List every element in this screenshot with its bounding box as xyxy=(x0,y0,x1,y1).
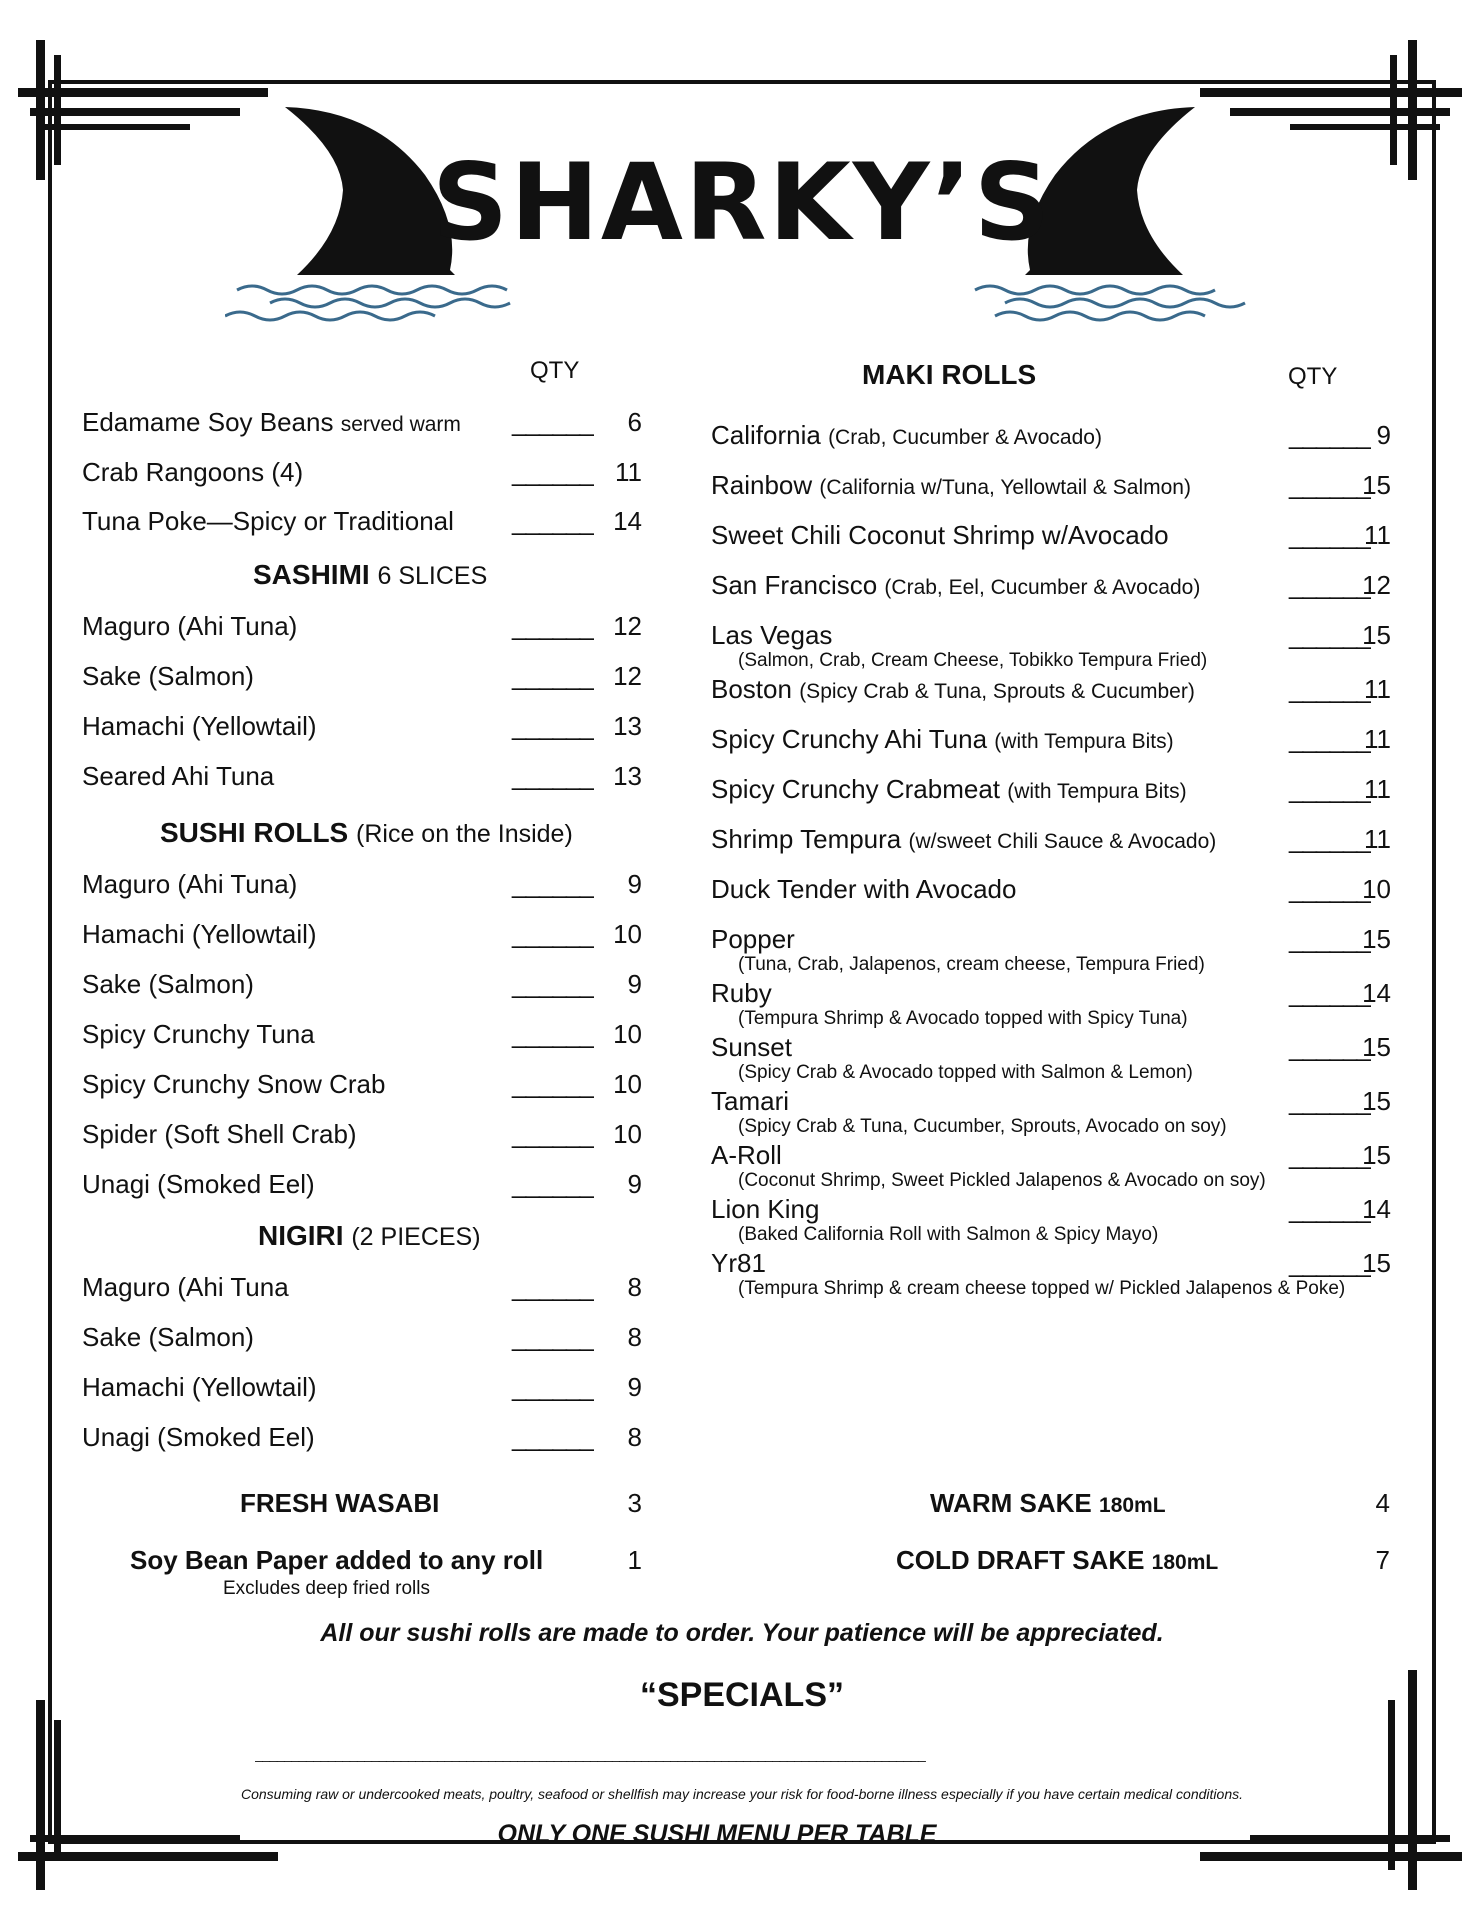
item-price: 10 xyxy=(613,1019,642,1049)
item-description: (Coconut Shrimp, Sweet Pickled Jalapenos & Avocado on soy) xyxy=(738,1170,1266,1191)
item-price: 12 xyxy=(1362,570,1391,600)
item-name: Shrimp Tempura xyxy=(711,824,902,854)
extra-label: FRESH WASABI xyxy=(240,1488,440,1518)
qty-blank[interactable]: ______ xyxy=(1289,1086,1370,1116)
item-price: 12 xyxy=(613,661,642,691)
section-heading-nigiri xyxy=(258,1219,481,1254)
item-price: 15 xyxy=(1362,1086,1391,1116)
qty-blank[interactable]: ______ xyxy=(512,407,593,437)
specials-write-line[interactable]: ____________________________________________________________________________________________ xyxy=(255,1746,926,1762)
item-price: 8 xyxy=(627,1272,642,1302)
item-description: (Salmon, Crab, Cream Cheese, Tobikko Tempura Fried) xyxy=(738,650,1208,671)
qty-blank[interactable]: ______ xyxy=(512,969,593,999)
qty-blank[interactable]: ______ xyxy=(512,1069,593,1099)
item-name: Sweet Chili Coconut Shrimp w/Avocado xyxy=(711,520,1169,550)
item-description: (Tempura Shrimp & cream cheese topped w/ Pickled Jalapenos & Poke) xyxy=(738,1278,1346,1299)
qty-blank[interactable]: ______ xyxy=(512,711,593,741)
specials-heading: “SPECIALS” xyxy=(639,1676,845,1714)
item-name: A-Roll xyxy=(711,1140,782,1170)
qty-blank[interactable]: ______ xyxy=(512,611,593,641)
item-price: 15 xyxy=(1362,620,1391,650)
item-name-wrap xyxy=(711,1194,819,1224)
item-price: 14 xyxy=(613,506,642,536)
item-price: 9 xyxy=(627,969,642,999)
qty-blank[interactable]: ______ xyxy=(1289,1140,1370,1170)
item-name: Hamachi (Yellowtail) xyxy=(82,919,317,949)
item-price: 13 xyxy=(613,711,642,741)
item-name: Tuna Poke—Spicy or Traditional xyxy=(82,506,454,536)
item-name: Maguro (Ahi Tuna) xyxy=(82,611,298,641)
heading-note: 6 SLICES xyxy=(377,562,488,590)
qty-blank[interactable]: ______ xyxy=(1289,824,1370,854)
item-price: 9 xyxy=(1376,420,1391,450)
qty-blank[interactable]: ______ xyxy=(512,1422,593,1452)
qty-blank[interactable]: ______ xyxy=(512,1169,593,1199)
item-price: 15 xyxy=(1362,1032,1391,1062)
item-name: Spider (Soft Shell Crab) xyxy=(82,1119,357,1149)
extra-price: 7 xyxy=(1375,1545,1390,1575)
qty-blank[interactable]: ______ xyxy=(1289,420,1370,450)
item-description: (Tempura Shrimp & Avocado topped with Spicy Tuna) xyxy=(738,1008,1188,1029)
qty-blank[interactable]: ______ xyxy=(512,506,593,536)
item-description: (Baked California Roll with Salmon & Spicy Mayo) xyxy=(738,1224,1159,1245)
item-price: 11 xyxy=(1364,824,1391,854)
item-name: Rainbow xyxy=(711,470,813,500)
heading-note: (2 PIECES) xyxy=(351,1223,481,1251)
qty-blank[interactable]: ______ xyxy=(512,1372,593,1402)
item-price: 13 xyxy=(613,761,642,791)
qty-blank[interactable]: ______ xyxy=(1289,620,1370,650)
item-name: San Francisco xyxy=(711,570,878,600)
item-name: Yr81 xyxy=(711,1248,766,1278)
item-name: Sake (Salmon) xyxy=(82,969,254,999)
item-name: Sake (Salmon) xyxy=(82,1322,254,1352)
item-price: 10 xyxy=(613,1119,642,1149)
heading-note: (Rice on the Inside) xyxy=(356,820,573,848)
item-name-wrap xyxy=(711,1086,789,1116)
item-price: 9 xyxy=(627,1169,642,1199)
qty-blank[interactable]: ______ xyxy=(1289,570,1370,600)
item-price: 11 xyxy=(1364,774,1391,804)
qty-blank[interactable]: ______ xyxy=(512,1119,593,1149)
section-heading-sushi-rolls xyxy=(160,816,573,851)
item-price: 15 xyxy=(1362,1248,1391,1278)
item-name: Lion King xyxy=(711,1194,820,1224)
qty-blank[interactable]: ______ xyxy=(512,1019,593,1049)
item-name: Spicy Crunchy Tuna xyxy=(82,1019,315,1049)
item-price: 15 xyxy=(1362,470,1391,500)
item-name: Spicy Crunchy Snow Crab xyxy=(82,1069,386,1099)
item-price: 9 xyxy=(627,869,642,899)
item-name: Popper xyxy=(711,924,795,954)
item-name-wrap xyxy=(711,674,1195,707)
item-name: Maguro (Ahi Tuna) xyxy=(82,869,298,899)
item-name: Crab Rangoons (4) xyxy=(82,457,304,487)
item-name: California xyxy=(711,420,821,450)
item-name-wrap xyxy=(711,874,1016,904)
item-name: Ruby xyxy=(711,978,772,1008)
item-price: 14 xyxy=(1362,978,1391,1008)
item-name-wrap xyxy=(711,1248,766,1278)
extra-unit: 180mL xyxy=(1099,1494,1166,1517)
qty-blank[interactable]: ______ xyxy=(512,457,593,487)
extra-price: 3 xyxy=(627,1488,642,1518)
item-inline-desc: (w/sweet Chili Sauce & Avocado) xyxy=(908,830,1217,853)
extra-price: 4 xyxy=(1375,1488,1390,1518)
extra-price: 1 xyxy=(627,1545,642,1575)
made-to-order-note: All our sushi rolls are made to order. Your patience will be appreciated. xyxy=(320,1619,1164,1647)
item-price: 15 xyxy=(1362,1140,1391,1170)
item-name: Sunset xyxy=(711,1032,792,1062)
item-name-wrap xyxy=(711,1032,792,1062)
qty-blank[interactable]: ______ xyxy=(512,761,593,791)
qty-blank[interactable]: ______ xyxy=(512,919,593,949)
qty-blank[interactable]: ______ xyxy=(1289,1248,1370,1278)
qty-blank[interactable]: ______ xyxy=(512,869,593,899)
extra-unit: 180mL xyxy=(1151,1551,1219,1574)
item-name: Unagi (Smoked Eel) xyxy=(82,1169,315,1199)
qty-blank[interactable]: ______ xyxy=(1289,774,1370,804)
item-inline-desc: (with Tempura Bits) xyxy=(1007,780,1187,803)
qty-blank[interactable]: ______ xyxy=(1289,924,1370,954)
item-price: 10 xyxy=(1362,874,1391,904)
item-name: Spicy Crunchy Crabmeat xyxy=(711,774,1000,804)
item-name-wrap xyxy=(711,520,1169,550)
item-name: Seared Ahi Tuna xyxy=(82,761,275,791)
item-name: Boston xyxy=(711,674,792,704)
item-price: 6 xyxy=(627,407,642,437)
item-name-wrap xyxy=(711,724,1174,757)
extra-label: WARM SAKE xyxy=(930,1488,1092,1518)
item-name-wrap xyxy=(711,924,795,954)
item-price: 15 xyxy=(1362,924,1391,954)
item-description: (Spicy Crab & Avocado topped with Salmon & Lemon) xyxy=(738,1062,1193,1083)
item-price: 11 xyxy=(1364,520,1391,550)
item-price: 10 xyxy=(613,1069,642,1099)
item-price: 8 xyxy=(627,1322,642,1352)
item-inline-desc: (California w/Tuna, Yellowtail & Salmon) xyxy=(819,476,1191,499)
qty-blank[interactable]: ______ xyxy=(1289,520,1370,550)
heading-label: SUSHI ROLLS xyxy=(160,817,349,848)
section-heading-sashimi xyxy=(253,558,487,593)
qty-blank[interactable]: ______ xyxy=(1289,1194,1370,1224)
item-inline-desc: (Crab, Cucumber & Avocado) xyxy=(828,426,1102,449)
qty-blank[interactable]: ______ xyxy=(1289,874,1370,904)
item-price: 11 xyxy=(1364,674,1391,704)
item-name: Unagi (Smoked Eel) xyxy=(82,1422,315,1452)
item-name-wrap xyxy=(711,774,1187,807)
item-name-wrap xyxy=(711,420,1102,453)
extra-label: Soy Bean Paper added to any roll xyxy=(130,1545,544,1575)
item-price: 12 xyxy=(613,611,642,641)
item-name-wrap xyxy=(711,620,832,650)
item-name: Duck Tender with Avocado xyxy=(711,874,1017,904)
restaurant-title: SHARKY’S xyxy=(431,141,1053,264)
heading-label: SASHIMI xyxy=(253,559,370,590)
item-name-wrap xyxy=(711,470,1191,503)
qty-blank[interactable]: ______ xyxy=(1289,978,1370,1008)
item-price: 8 xyxy=(627,1422,642,1452)
item-name: Spicy Crunchy Ahi Tuna xyxy=(711,724,988,754)
item-note: served warm xyxy=(340,413,461,436)
item-description: (Tuna, Crab, Jalapenos, cream cheese, Tempura Fried) xyxy=(738,954,1205,975)
food-safety-warning: Consuming raw or undercooked meats, poultry, seafood or shellfish may increase your risk for food-borne illness especially if you have certain medical conditions. xyxy=(240,1786,1243,1802)
item-price: 9 xyxy=(627,1372,642,1402)
item-name: Tamari xyxy=(711,1086,790,1116)
item-name: Hamachi (Yellowtail) xyxy=(82,711,317,741)
qty-blank[interactable]: ______ xyxy=(512,1322,593,1352)
soy-paper-note: Excludes deep fried rolls xyxy=(223,1578,430,1599)
item-inline-desc: (Spicy Crab & Tuna, Sprouts & Cucumber) xyxy=(799,680,1195,703)
item-name-wrap xyxy=(711,570,1200,603)
item-description: (Spicy Crab & Tuna, Cucumber, Sprouts, Avocado on soy) xyxy=(738,1116,1227,1137)
item-price: 14 xyxy=(1362,1194,1391,1224)
qty-blank[interactable]: ______ xyxy=(1289,724,1370,754)
item-name: Maguro (Ahi Tuna xyxy=(82,1272,289,1302)
heading-label: NIGIRI xyxy=(258,1220,344,1251)
extra-label: COLD DRAFT SAKE xyxy=(896,1545,1145,1575)
item-name-wrap xyxy=(711,824,1216,857)
item-name: Hamachi (Yellowtail) xyxy=(82,1372,317,1402)
qty-blank[interactable]: ______ xyxy=(1289,470,1370,500)
qty-blank[interactable]: ______ xyxy=(512,661,593,691)
item-price: 11 xyxy=(615,457,642,487)
item-name: Edamame Soy Beans xyxy=(82,407,334,437)
one-menu-note: ONLY ONE SUSHI MENU PER TABLE xyxy=(497,1820,937,1848)
qty-column-header-right: QTY xyxy=(1288,363,1338,390)
item-price: 10 xyxy=(613,919,642,949)
section-heading-maki-rolls: MAKI ROLLS xyxy=(862,359,1037,390)
item-inline-desc: (Crab, Eel, Cucumber & Avocado) xyxy=(884,576,1201,599)
qty-blank[interactable]: ______ xyxy=(1289,1032,1370,1062)
item-inline-desc: (with Tempura Bits) xyxy=(994,730,1174,753)
item-name: Las Vegas xyxy=(711,620,833,650)
item-name-wrap xyxy=(711,1140,782,1170)
qty-column-header-left: QTY xyxy=(530,357,580,384)
item-price: 11 xyxy=(1364,724,1391,754)
item-name: Sake (Salmon) xyxy=(82,661,254,691)
qty-blank[interactable]: ______ xyxy=(1289,674,1370,704)
item-name-wrap xyxy=(711,978,772,1008)
qty-blank[interactable]: ______ xyxy=(512,1272,593,1302)
